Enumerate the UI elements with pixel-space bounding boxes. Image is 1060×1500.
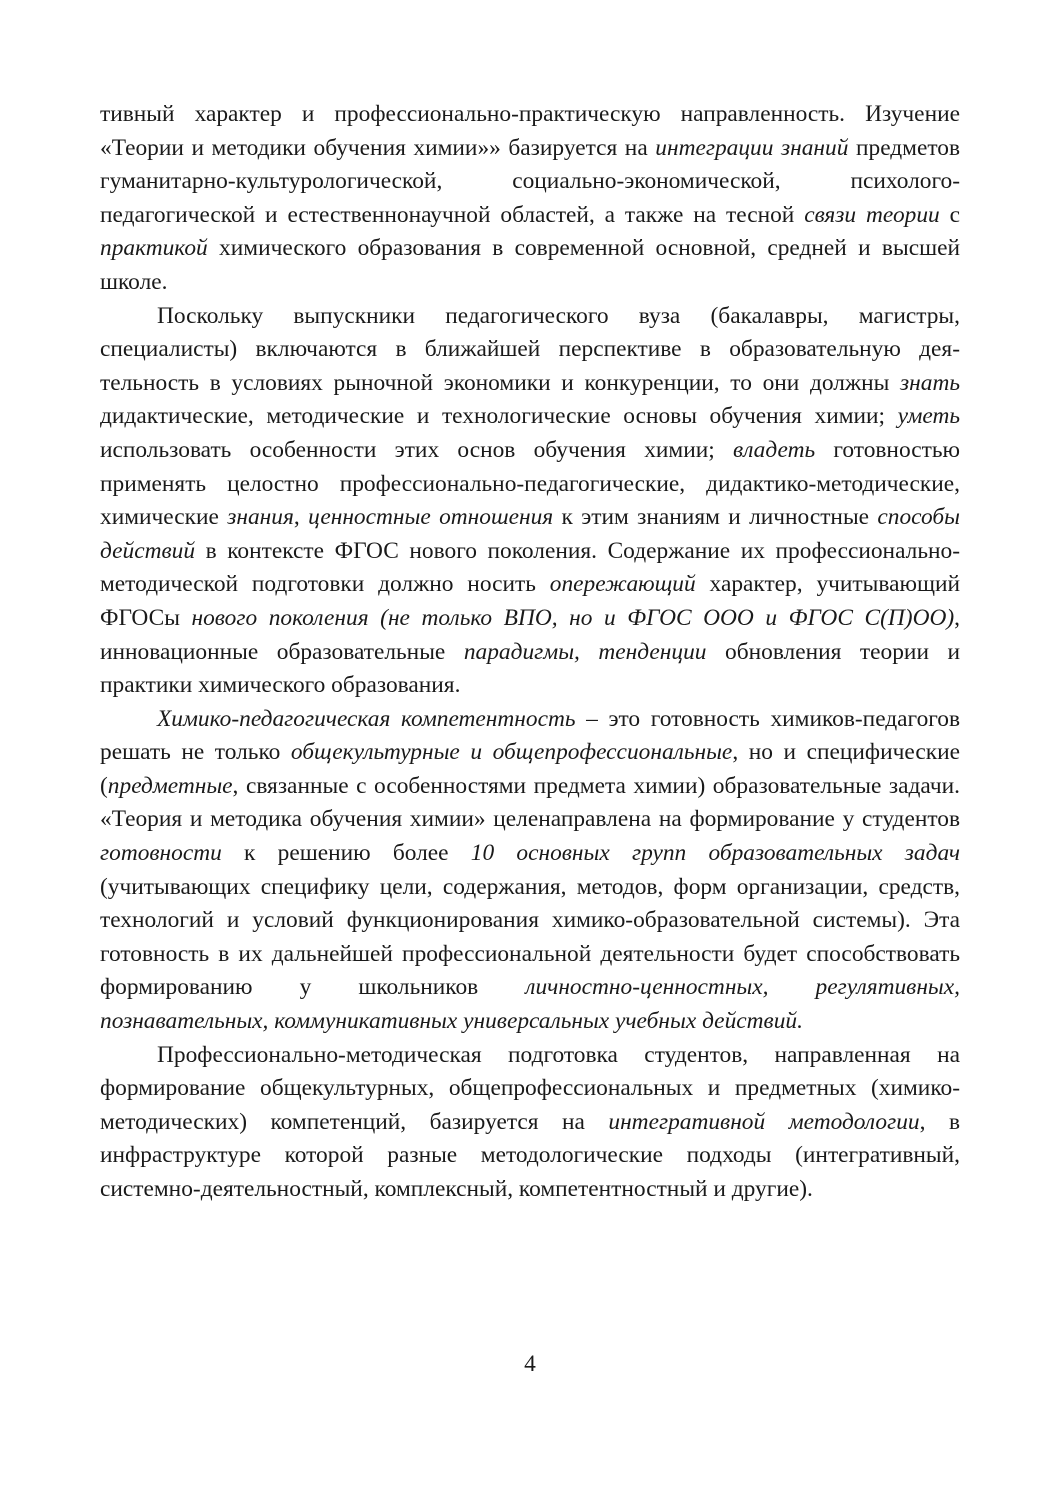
italic-text-run: общекультурные и общепрофессиональные (290, 739, 733, 766)
text-run: дидактические, методические и технологические основы обучения химии; (100, 403, 898, 430)
italic-text-run: готовности (100, 840, 222, 867)
text-run: химического образования в современной основной, средней и высшей школе. (100, 235, 960, 295)
italic-text-run: Химико-педагогическая компетентность (157, 705, 576, 732)
italic-text-run: личностно-ценностных, регулятивных, познавательных, коммуникативных универсальных учебных действий. (100, 974, 960, 1035)
italic-text-run: уметь (897, 403, 960, 430)
text-run: , в инфраструктуре которой разные методологические подходы (интегративный, системно-деятельностный, комплексный, компетентностный и другие). (100, 1108, 961, 1202)
text-run: – это готовность химиков-педагогов решать не только (100, 705, 961, 766)
text-run: использовать особенности этих основ обучения химии; (100, 436, 734, 463)
italic-text-run: знания (227, 504, 294, 531)
text-run: с (939, 201, 960, 228)
paragraph-2 (100, 300, 960, 703)
text-run: предметов гуманитарно-культурологической, социально-экономической, психолого-педагогической и естественнонаучной областей, а также на тесной (100, 134, 961, 228)
text-run: Поскольку выпускники педагогического вуза (бакалавры, магистры, специалисты) включаются в ближайшей перспективе в образовательную деятельность в условиях рыночной экономики и конкуренции, то они должны (100, 302, 960, 396)
italic-text-run: практикой (100, 235, 208, 262)
text-run: характер, учитывающий ФГОСы (100, 571, 961, 631)
text-run: , инновационные образовательные (100, 604, 960, 665)
italic-text-run: владеть (733, 436, 816, 463)
paragraph-4 (100, 1039, 960, 1207)
italic-text-run: связи теории (804, 201, 940, 228)
text-run: , связанные с особенностями предмета химии) образовательные задачи. «Теория и методика обучения химии» целенаправлена на формирование у студентов (100, 772, 960, 833)
italic-text-run: нового поколения (не только ВПО, но и ФГОС ООО и ФГОС С(П)ОО) (191, 604, 955, 631)
page-body (100, 98, 960, 1207)
text-run: (учитывающих специфику цели, содержания, методов, форм организации, средств, технологий и условий функционирования химико-образовательной системы). Эта готовность в их дальнейшей профессиональной деятельности будет способствовать формированию у школьников (100, 873, 960, 1001)
italic-text-run: парадигмы, тенденции (463, 638, 707, 665)
paragraph-3 (100, 703, 960, 1039)
italic-text-run: опережающий (549, 571, 696, 598)
text-run: , но и специфические ( (100, 739, 960, 799)
italic-text-run: знать (900, 369, 960, 396)
text-run: тивный характер и профессионально-практическую направленность. Изучение «Теории и методики обучения химии»» базируется на (100, 101, 960, 161)
paragraph-1 (100, 98, 960, 300)
italic-text-run: ценностные отношения (308, 504, 554, 531)
italic-text-run: 10 основных групп образовательных задач (470, 840, 960, 867)
italic-text-run: предметные (107, 772, 233, 799)
text-run: к этим знаниям и личностные (553, 504, 878, 531)
page-number: 4 (524, 1351, 536, 1377)
text-run: Профессионально-методическая подготовка студентов, направленная на формирование общекультурных, общепрофессиональных и предметных (химико-методических) компетенций, базируется на (100, 1041, 960, 1135)
text-run: к решению более (221, 840, 471, 867)
italic-text-run: интегративной методологии (608, 1108, 920, 1135)
italic-text-run: интеграции знаний (655, 134, 849, 161)
text-run: обновления теории и практики химического образования. (100, 638, 961, 699)
text-run: в контексте ФГОС нового поколения. Содержание их профессионально-методической подготовки должно носить (100, 537, 960, 598)
italic-text-run: способы действий (100, 504, 960, 564)
text-run: готовностью применять целостно профессионально-педагогические, дидактико-методические, химические (100, 436, 960, 531)
text-run: , (293, 504, 309, 531)
